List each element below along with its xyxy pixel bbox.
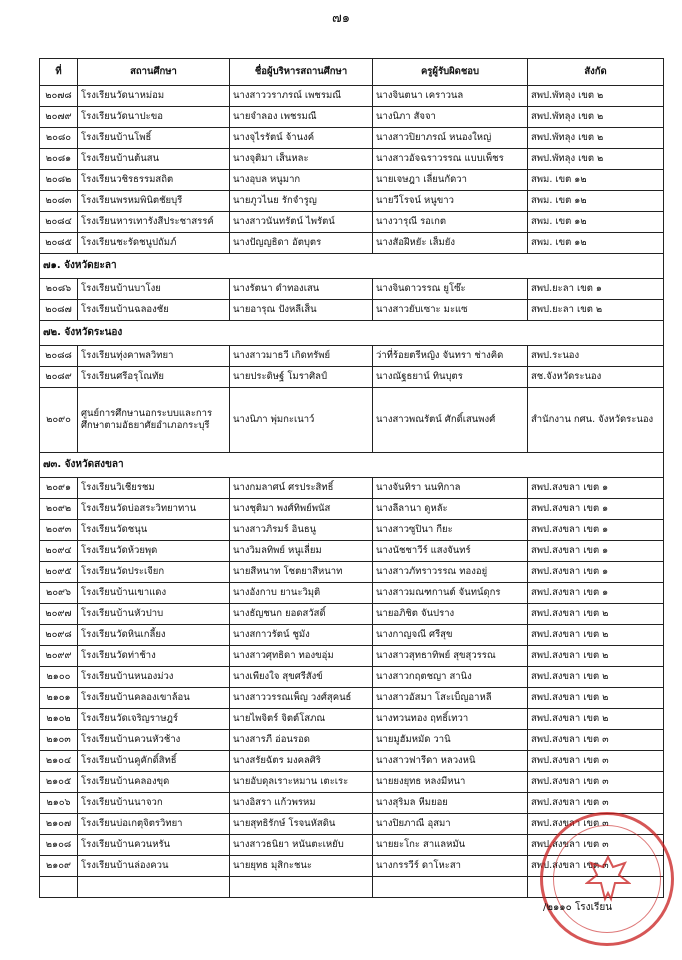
affiliation: สพป.พัทลุง เขต ๒ — [528, 86, 664, 107]
table-row — [40, 646, 664, 667]
school-name: โรงเรียนทุ่งคาพลวิทยา — [78, 346, 230, 367]
affiliation: สพป.พัทลุง เขต ๒ — [528, 149, 664, 170]
teacher-name: นางนิภา สัจจา — [373, 107, 528, 128]
row-number: ๒๐๙๗ — [40, 604, 78, 625]
teacher-name: นางสาวพณรัตน์ ศักดิ์เสนพงศ์ — [373, 388, 528, 453]
school-name: โรงเรียนบ้านควนหัวช้าง — [78, 730, 230, 751]
table-row — [40, 478, 664, 499]
teacher-name: นางสาวภัทราวรรณ ทองอยู่ — [373, 562, 528, 583]
header-affiliation: สังกัด — [528, 59, 664, 86]
school-name: โรงเรียนวัดห้วยพุด — [78, 541, 230, 562]
header-director: ชื่อผู้บริหารสถานศึกษา — [230, 59, 373, 86]
school-name: โรงเรียนบ้านบาโงย — [78, 279, 230, 300]
table-row — [40, 667, 664, 688]
affiliation: สพม. เขต ๑๒ — [528, 212, 664, 233]
empty-cell — [373, 877, 528, 898]
table-row — [40, 212, 664, 233]
teacher-name: นางสัอฝีหยัะ เส็มยัง — [373, 233, 528, 254]
table-row — [40, 279, 664, 300]
affiliation: สช.จังหวัดระนอง — [528, 367, 664, 388]
table-row — [40, 772, 664, 793]
row-number: ๒๐๘๔ — [40, 212, 78, 233]
school-name: โรงเรียนวัดนาหม่อม — [78, 86, 230, 107]
affiliation: สพป.สงขลา เขต ๓ — [528, 793, 664, 814]
affiliation: สำนักงาน กศน. จังหวัดระนอง — [528, 388, 664, 453]
affiliation: สพป.สงขลา เขต ๑ — [528, 478, 664, 499]
row-number: ๒๐๙๔ — [40, 541, 78, 562]
row-number: ๒๐๘๗ — [40, 300, 78, 321]
teacher-name: นางสาวยับเซาะ มะแซ — [373, 300, 528, 321]
row-number: ๒๐๙๑ — [40, 478, 78, 499]
table-row — [40, 233, 664, 254]
affiliation: สพป.สงขลา เขต ๓ — [528, 814, 664, 835]
table-row — [40, 730, 664, 751]
school-name: โรงเรียนวัดนาปะขอ — [78, 107, 230, 128]
affiliation: สพป.สงขลา เขต ๒ — [528, 709, 664, 730]
director-name: นายประดิษฐ์ โมราศิลป์ — [230, 367, 373, 388]
row-number: ๒๑๐๐ — [40, 667, 78, 688]
school-name: โรงเรียนบ้านเขาแดง — [78, 583, 230, 604]
director-name: นางสกาวรัตน์ ชูมัง — [230, 625, 373, 646]
table-row — [40, 583, 664, 604]
row-number: ๒๑๐๑ — [40, 688, 78, 709]
director-name: นายภูวไนย รักจำรูญ — [230, 191, 373, 212]
school-name: โรงเรียนวัดประเจียก — [78, 562, 230, 583]
affiliation: สพป.ระนอง — [528, 346, 664, 367]
affiliation: สพป.สงขลา เขต ๓ — [528, 835, 664, 856]
school-name: โรงเรียนบ้านคลองเขาล้อน — [78, 688, 230, 709]
table-row — [40, 709, 664, 730]
row-number: ๒๑๐๕ — [40, 772, 78, 793]
row-number: ๒๑๐๓ — [40, 730, 78, 751]
row-number: ๒๐๘๑ — [40, 149, 78, 170]
row-number: ๒๐๗๙ — [40, 107, 78, 128]
school-name: โรงเรียนบ้านคลองขุด — [78, 772, 230, 793]
table-header-row — [40, 59, 664, 86]
table-row — [40, 300, 664, 321]
teacher-name: นางปิยภาณี อุสมา — [373, 814, 528, 835]
affiliation: สพป.สงขลา เขต ๑ — [528, 541, 664, 562]
director-name: นางเพียงใจ สุขศรีสังข์ — [230, 667, 373, 688]
table-row — [40, 793, 664, 814]
teacher-name: นางสาวฟารีดา หลวงหนิ — [373, 751, 528, 772]
table-row — [40, 688, 664, 709]
province-heading-row — [40, 453, 664, 478]
affiliation: สพป.สงขลา เขต ๑ — [528, 562, 664, 583]
teacher-name: นางกาญจณี ศรีสุข — [373, 625, 528, 646]
affiliation: สพป.ยะลา เขต ๑ — [528, 279, 664, 300]
teacher-name: นางวารุณี รอเกต — [373, 212, 528, 233]
director-name: นางสารภี อ่อนรอด — [230, 730, 373, 751]
school-name: โรงเรียนบ้านหนองม่วง — [78, 667, 230, 688]
teacher-name: นางสาวอัสมา โสะเบ็ญอาหลี — [373, 688, 528, 709]
teacher-name: นางจินดาวรรณ ยูโซ๊ะ — [373, 279, 528, 300]
affiliation: สพป.สงขลา เขต ๑ — [528, 583, 664, 604]
empty-cell — [78, 877, 230, 898]
table-row — [40, 499, 664, 520]
teacher-name: นางนัชชาวีร์ แสงจันทร์ — [373, 541, 528, 562]
affiliation: สพป.พัทลุง เขต ๒ — [528, 107, 664, 128]
school-name: โรงเรียนวัดบ่อสระวิทยาทาน — [78, 499, 230, 520]
table-row — [40, 367, 664, 388]
affiliation: สพป.สงขลา เขต ๒ — [528, 646, 664, 667]
affiliation: สพม. เขต ๑๒ — [528, 233, 664, 254]
empty-cell — [40, 877, 78, 898]
director-name: นางสาวศุทธิดา ทองขอุ่ม — [230, 646, 373, 667]
row-number: ๒๐๙๙ — [40, 646, 78, 667]
affiliation: สพป.สงขลา เขต ๒ — [528, 667, 664, 688]
director-name: นางสาวมาธวี เกิดทรัพย์ — [230, 346, 373, 367]
row-number: ๒๐๘๕ — [40, 233, 78, 254]
director-name: นางปัญญธิดา อัตบุตร — [230, 233, 373, 254]
director-name: นายจำลอง เพชรมณี — [230, 107, 373, 128]
teacher-name: นางสาวมณฑกานต์ จันทน์ดุกร — [373, 583, 528, 604]
teacher-name: นายยะโกะ สาแลหมัน — [373, 835, 528, 856]
row-number: ๒๐๙๒ — [40, 499, 78, 520]
row-number: ๒๑๐๙ — [40, 856, 78, 877]
row-number: ๒๐๙๖ — [40, 583, 78, 604]
affiliation: สพป.สงขลา เขต ๒ — [528, 604, 664, 625]
table-row — [40, 191, 664, 212]
school-name: โรงเรียนบ้านโพธิ์ — [78, 128, 230, 149]
table-row — [40, 149, 664, 170]
director-name: นางชุติมา พงศ์ทิพย์พนัส — [230, 499, 373, 520]
teacher-name: นางสาวปิยาภรณ์ หนองใหญ่ — [373, 128, 528, 149]
table-row — [40, 388, 664, 453]
school-name: โรงเรียนวัดหินเกลี้ยง — [78, 625, 230, 646]
row-number: ๒๐๙๘ — [40, 625, 78, 646]
province-heading: ๗๒. จังหวัดระนอง — [40, 321, 664, 346]
teacher-name: นางลีลานา ดูหลัะ — [373, 499, 528, 520]
director-name: นางกมลาศน์ ศรประสิทธิ์ — [230, 478, 373, 499]
director-name: นางอังกาบ ยานะวิมุติ — [230, 583, 373, 604]
teacher-name: นางจันทิรา นนทิกาล — [373, 478, 528, 499]
affiliation: สพป.สงขลา เขต ๓ — [528, 751, 664, 772]
header-number: ที่ — [40, 59, 78, 86]
row-number: ๒๐๘๓ — [40, 191, 78, 212]
director-name: นางสาวนันทรัตน์ ไพรัตน์ — [230, 212, 373, 233]
affiliation: สพป.สงขลา เขต ๑ — [528, 520, 664, 541]
table-row — [40, 751, 664, 772]
garuda-emblem-icon — [585, 853, 631, 905]
affiliation: สพป.สงขลา เขต ๓ — [528, 856, 664, 877]
row-number: ๒๑๐๘ — [40, 835, 78, 856]
teacher-name: นางณัฐธยาน์ ทินบุตร — [373, 367, 528, 388]
director-name: นางสาววรรณเพ็ญ วงศ์สุคนธ์ — [230, 688, 373, 709]
row-number: ๒๑๐๔ — [40, 751, 78, 772]
school-name: โรงเรียนบ้านหัวปาบ — [78, 604, 230, 625]
row-number: ๒๐๘๘ — [40, 346, 78, 367]
director-name: นายอารุณ ปังหลีเส็น — [230, 300, 373, 321]
affiliation: สพป.สงขลา เขต ๓ — [528, 772, 664, 793]
table-row — [40, 346, 664, 367]
director-name: นางธัญชนก ยอดสวัสดิ์ — [230, 604, 373, 625]
official-seal — [540, 812, 674, 946]
row-number: ๒๑๐๗ — [40, 814, 78, 835]
affiliation: สพป.พัทลุง เขต ๒ — [528, 128, 664, 149]
director-name: นางสาวธนิยา หนันตะเหยับ — [230, 835, 373, 856]
director-name: นางสาววราภรณ์ เพชรมณี — [230, 86, 373, 107]
affiliation: สพป.สงขลา เขต ๓ — [528, 730, 664, 751]
teacher-name: นางสาวซูปินา กียะ — [373, 520, 528, 541]
director-name: นางอิสรา แก้วพรหม — [230, 793, 373, 814]
page-number: ๗๑ — [331, 11, 351, 26]
row-number: ๒๐๙๐ — [40, 388, 78, 453]
total-count-note: /๒๑๑๐ โรงเรียน — [543, 902, 613, 913]
school-name: โรงเรียนพรหมพินิตชัยบุรี — [78, 191, 230, 212]
school-name: ศูนย์การศึกษานอกระบบและการศึกษาตามอัธยาศัยอำเภอกระบุรี — [78, 388, 230, 453]
school-name: โรงเรียนบ่อเกตุจิตรวิทยา — [78, 814, 230, 835]
row-number: ๒๐๙๕ — [40, 562, 78, 583]
row-number: ๒๐๘๙ — [40, 367, 78, 388]
affiliation: สพม. เขต ๑๒ — [528, 191, 664, 212]
school-name: โรงเรียนวัดเจริญราษฎร์ — [78, 709, 230, 730]
teacher-name: นางจินตนา เคราวนล — [373, 86, 528, 107]
director-name: นางสรัยฉัตร มงคลศิริ — [230, 751, 373, 772]
row-number: ๒๐๘๒ — [40, 170, 78, 191]
row-number: ๒๐๙๓ — [40, 520, 78, 541]
school-name: โรงเรียนบ้านควนหรัน — [78, 835, 230, 856]
director-name: นายยุทธ มุสิกะชนะ — [230, 856, 373, 877]
school-name: โรงเรียนวชิรธรรมสถิต — [78, 170, 230, 191]
affiliation: สพม. เขต ๑๒ — [528, 170, 664, 191]
table-row — [40, 562, 664, 583]
director-name: นายสุทธิรักษ์ โรจนหัสดิน — [230, 814, 373, 835]
school-table — [39, 58, 664, 898]
director-name: นางจุไรรัตน์ จ้านงค์ — [230, 128, 373, 149]
row-number: ๒๐๘๖ — [40, 279, 78, 300]
teacher-name: ว่าที่ร้อยตรีหญิง จันทรา ช่างคิด — [373, 346, 528, 367]
teacher-name: นายมูฮัมหมัด วานิ — [373, 730, 528, 751]
school-name: โรงเรียนวัดท่าช้าง — [78, 646, 230, 667]
table-row — [40, 520, 664, 541]
teacher-name: นางสาวอัจฉราวรรณ แบบเพ็ชร — [373, 149, 528, 170]
director-name: นางสาวภิรมร์ อินธนู — [230, 520, 373, 541]
teacher-name: นางทวนทอง ฤทธิ์เทวา — [373, 709, 528, 730]
school-name: โรงเรียนศรีอรุโณทัย — [78, 367, 230, 388]
table-row — [40, 86, 664, 107]
province-heading: ๗๓. จังหวัดสงขลา — [40, 453, 664, 478]
teacher-name: นายยงยุทธ หลงมีหนา — [373, 772, 528, 793]
header-teacher: ครูผู้รับผิดชอบ — [373, 59, 528, 86]
province-heading: ๗๑. จังหวัดยะลา — [40, 254, 664, 279]
row-number: ๒๐๗๘ — [40, 86, 78, 107]
teacher-name: นายอภิชิต จันปราง — [373, 604, 528, 625]
director-name: นายอับดุลเราะหมาน เตะเระ — [230, 772, 373, 793]
table-row — [40, 604, 664, 625]
teacher-name: นางสาวสุทธาทิพย์ สุขสุวรรณ — [373, 646, 528, 667]
affiliation: สพป.สงขลา เขต ๒ — [528, 625, 664, 646]
teacher-name: นางสาวกฤตชญา สานิง — [373, 667, 528, 688]
row-number: ๒๑๐๒ — [40, 709, 78, 730]
school-name: โรงเรียนบ้านคูคักดิ์สิทธิ์ — [78, 751, 230, 772]
row-number: ๒๐๘๐ — [40, 128, 78, 149]
director-name: นางอุบล หนูมาก — [230, 170, 373, 191]
school-name: โรงเรียนชะรัดชนูปถัมภ์ — [78, 233, 230, 254]
school-name: โรงเรียนบ้านล่องควน — [78, 856, 230, 877]
affiliation: สพป.สงขลา เขต ๒ — [528, 688, 664, 709]
director-name: นายสีหนาท โชตยาสีหนาท — [230, 562, 373, 583]
school-name: โรงเรียนบ้านต้นสน — [78, 149, 230, 170]
province-heading-row — [40, 254, 664, 279]
table-body — [40, 86, 664, 898]
header-school: สถานศึกษา — [78, 59, 230, 86]
school-name: โรงเรียนวัดชนุน — [78, 520, 230, 541]
table-row — [40, 107, 664, 128]
school-name: โรงเรียนบ้านนาจวก — [78, 793, 230, 814]
school-name: โรงเรียนวิเชียรชม — [78, 478, 230, 499]
affiliation: สพป.ยะลา เขต ๒ — [528, 300, 664, 321]
table-row — [40, 541, 664, 562]
teacher-name: นางกรรวีร์ ดาโหะสา — [373, 856, 528, 877]
table-row — [40, 128, 664, 149]
school-name: โรงเรียนบ้านฉลองชัย — [78, 300, 230, 321]
school-name: โรงเรียนหารเทารังสีประชาสรรค์ — [78, 212, 230, 233]
director-name: นางนิภา พุ่มกะเนาว์ — [230, 388, 373, 453]
empty-cell — [230, 877, 373, 898]
table-row — [40, 625, 664, 646]
director-name: นางวิมลทิพย์ หนูเลี่ยม — [230, 541, 373, 562]
affiliation: สพป.สงขลา เขต ๑ — [528, 499, 664, 520]
director-name: นายไพจิตร์ จิตต์โสภณ — [230, 709, 373, 730]
row-number: ๒๑๐๖ — [40, 793, 78, 814]
teacher-name: นางสุริมล หีมยอย — [373, 793, 528, 814]
teacher-name: นายเจษฎา เลี่ยนกัดวา — [373, 170, 528, 191]
director-name: นางจุติมา เส็นหละ — [230, 149, 373, 170]
province-heading-row — [40, 321, 664, 346]
teacher-name: นายวีโรจน์ หนูขาว — [373, 191, 528, 212]
director-name: นางรัตนา ดำทองเสน — [230, 279, 373, 300]
table-row — [40, 170, 664, 191]
